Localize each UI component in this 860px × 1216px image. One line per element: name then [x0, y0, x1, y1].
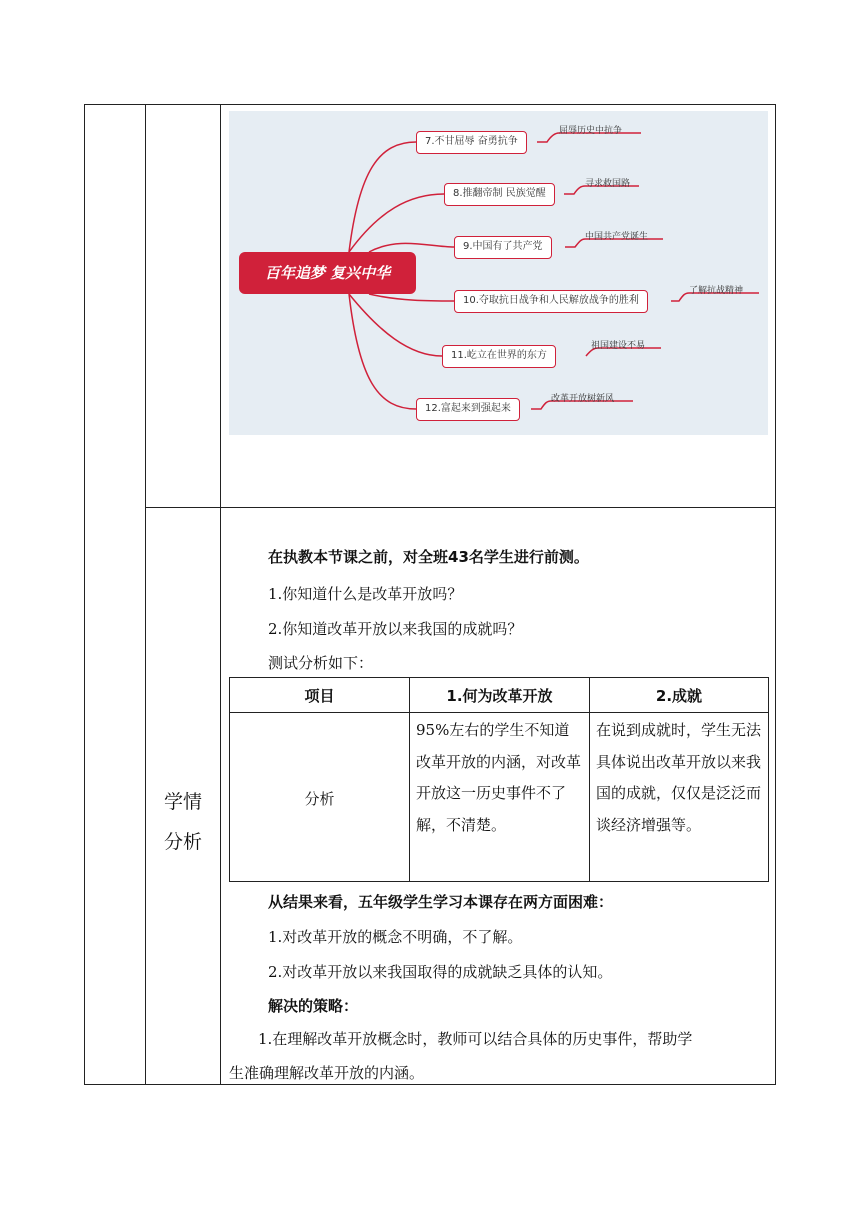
mind-map-node-10: 10.夺取抗日战争和人民解放战争的胜利	[454, 290, 648, 313]
mind-map-sub-12: 改革开放树新风	[551, 394, 615, 404]
strategy-title: 解决的策略：	[268, 997, 359, 1015]
mind-map-root: 百年追梦 复兴中华	[239, 252, 416, 294]
strategy-1-line-1: 1.在理解改革开放概念时，教师可以结合具体的历史事件，帮助学	[258, 1030, 693, 1048]
mind-map-image	[229, 111, 768, 435]
analysis-table-header-divider	[230, 712, 768, 713]
mind-map-sub-7: 屈辱历史中抗争	[559, 126, 623, 136]
question-2: 2.你知道改革开放以来我国的成就吗？	[268, 620, 523, 638]
mind-map-node-12: 12.富起来到强起来	[416, 398, 520, 421]
analysis-table-concept-cell: 95%左右的学生不知道改革开放的内涵，对改革开放这一历史事件不了解，不清楚。	[416, 721, 582, 834]
analysis-table-row-label: 分析	[304, 790, 335, 808]
section-label	[147, 782, 219, 862]
analysis-table-col-divider-1	[409, 678, 410, 881]
section-label-text: 学情分析	[163, 791, 202, 853]
mind-map-node-11: 11.屹立在世界的东方	[442, 345, 556, 368]
analysis-table-header-achievement: 2.成就	[655, 687, 703, 705]
conclusion-text: 从结果来看，五年级学生学习本课存在两方面困难：	[268, 893, 614, 911]
analysis-lead: 测试分析如下：	[268, 654, 374, 672]
question-1: 1.你知道什么是改革开放吗？	[268, 585, 463, 603]
intro-text: 在执教本节课之前，对全班43名学生进行前测。	[268, 548, 589, 566]
analysis-table-achievement-cell: 在说到成就时，学生无法具体说出改革开放以来我国的成就，仅仅是泛泛而谈经济增强等。	[596, 721, 762, 834]
analysis-table-col-divider-2	[589, 678, 590, 881]
mind-map-sub-8: 寻求救国路	[585, 179, 631, 189]
mind-map-sub-11: 祖国建设不易	[591, 341, 646, 351]
analysis-table-header-concept: 1.何为改革开放	[446, 687, 553, 705]
mind-map-sub-9: 中国共产党诞生	[585, 232, 649, 242]
mind-map-sub-10: 了解抗战精神	[689, 286, 744, 296]
mind-map-node-9: 9.中国有了共产党	[454, 236, 552, 259]
mind-map-node-7: 7.不甘屈辱 奋勇抗争	[416, 131, 527, 154]
difficulty-1: 1.对改革开放的概念不明确，不了解。	[268, 928, 523, 946]
row-divider	[145, 507, 776, 508]
analysis-table	[229, 677, 769, 882]
column-divider-2	[220, 104, 221, 1085]
mind-map-node-8: 8.推翻帝制 民族觉醒	[444, 183, 555, 206]
difficulty-2: 2.对改革开放以来我国取得的成就缺乏具体的认知。	[268, 963, 613, 981]
analysis-table-header-item: 项目	[304, 687, 335, 705]
strategy-1-line-2: 生准确理解改革开放的内涵。	[229, 1064, 425, 1082]
column-divider-1	[145, 104, 146, 1085]
